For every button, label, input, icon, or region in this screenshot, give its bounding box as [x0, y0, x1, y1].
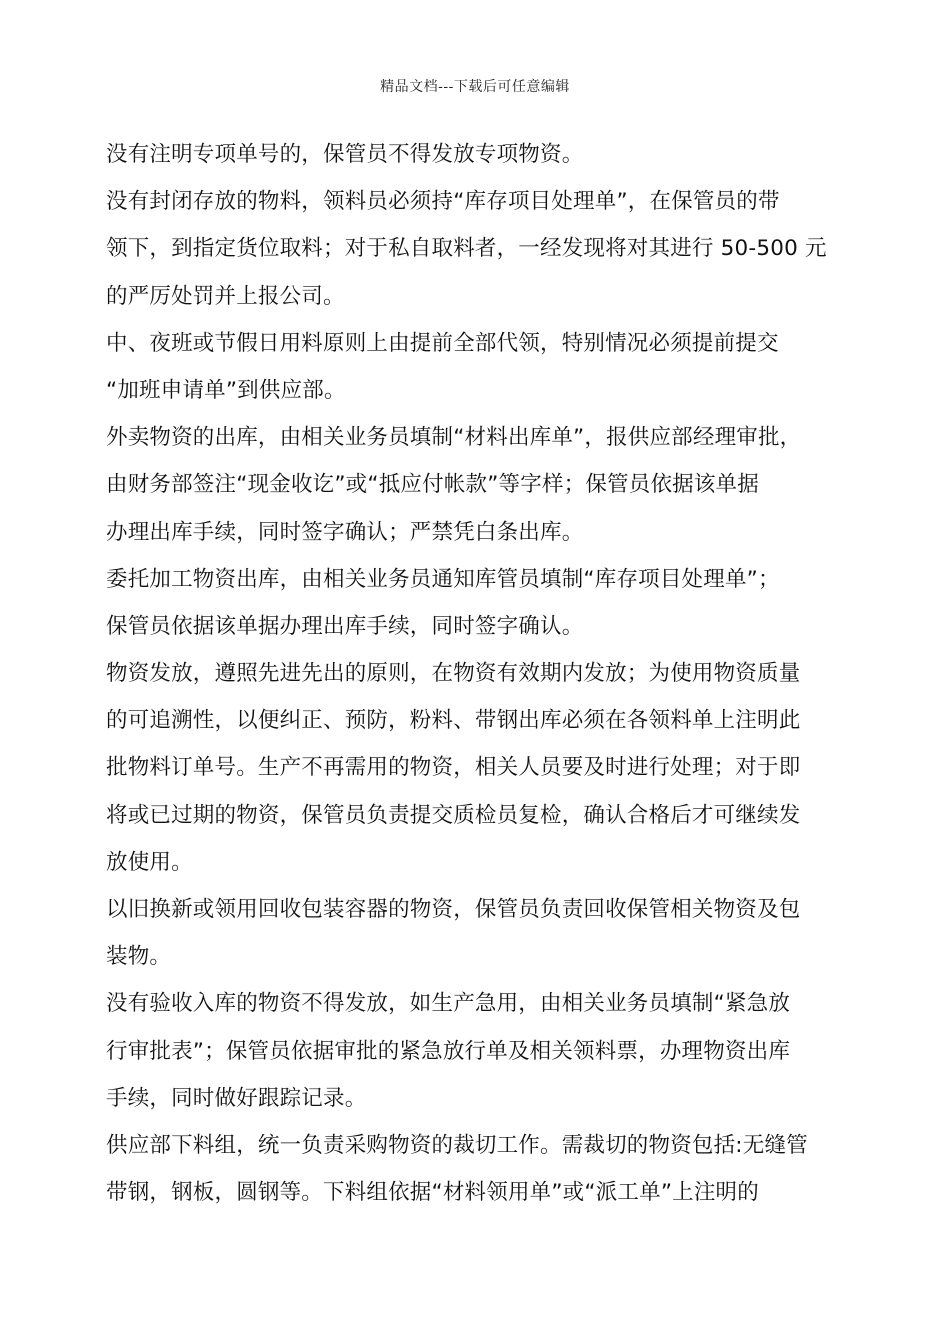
paragraph-emergency-release — [106, 989, 846, 1131]
text-line: 放使用。 — [106, 849, 193, 875]
text-line: 领下，到指定货位取料；对于私自取料者，一经发现将对其进行 50-500 元 — [106, 236, 827, 262]
paragraph-night-shift — [106, 329, 846, 423]
text-line: 没有封闭存放的物料，领料员必须持“库存项目处理单”，在保管员的带 — [106, 189, 780, 215]
text-line: 保管员依据该单据办理出库手续，同时签字确认。 — [106, 613, 584, 639]
paragraph-outbound-sales — [106, 423, 846, 565]
text-line: 由财务部签注“现金收讫”或“抵应付帐款”等字样；保管员依据该单据 — [106, 472, 759, 498]
text-line: 没有验收入库的物资不得发放，如生产急用，由相关业务员填制“紧急放 — [106, 991, 791, 1017]
paragraph-cutting-group — [106, 1131, 846, 1225]
paragraph-special-items — [106, 140, 846, 187]
paragraph-unsealed-materials — [106, 187, 846, 329]
text-line: 的可追溯性，以便纠正、预防，粉料、带钢出库必须在各领料单上注明此 — [106, 708, 801, 734]
text-line: “加班申请单”到供应部。 — [106, 377, 346, 403]
text-line: 带钢，钢板，圆钢等。下料组依据“材料领用单”或“派工单”上注明的 — [106, 1180, 759, 1206]
text-line: 办理出库手续，同时签字确认；严禁凭白条出库。 — [106, 519, 584, 545]
text-line: 以旧换新或领用回收包装容器的物资，保管员负责回收保管相关物资及包 — [106, 897, 801, 922]
text-line: 装物。 — [106, 944, 172, 970]
text-line: 的严厉处罚并上报公司。 — [106, 283, 345, 309]
text-line: 没有注明专项单号的，保管员不得发放专项物资。 — [106, 142, 584, 167]
page-header: 精品文档---下载后可任意编辑 — [380, 79, 570, 95]
paragraph-fifo-issuance — [106, 659, 846, 895]
text-line: 物资发放，遵照先进先出的原则，在物资有效期内发放；为使用物资质量 — [106, 661, 801, 687]
text-line: 供应部下料组，统一负责采购物资的裁切工作。需裁切的物资包括:无缝管 — [106, 1132, 808, 1158]
text-line: 手续，同时做好跟踪记录。 — [106, 1085, 367, 1111]
paragraph-outsourced-processing — [106, 565, 846, 659]
paragraph-packaging-recovery — [106, 895, 846, 989]
text-line: 外卖物资的出库，由相关业务员填制“材料出库单”，报供应部经理审批， — [106, 425, 802, 451]
document-body — [106, 140, 846, 1225]
text-line: 中、夜班或节假日用料原则上由提前全部代领，特别情况必须提前提交 — [106, 330, 779, 356]
text-line: 行审批表”；保管员依据审批的紧急放行单及相关领料票，办理物资出库 — [106, 1038, 791, 1064]
text-line: 委托加工物资出库，由相关业务员通知库管员填制“库存项目处理单”； — [106, 566, 780, 592]
text-line: 将或已过期的物资，保管员负责提交质检员复检，确认合格后才可继续发 — [106, 802, 801, 828]
text-line: 批物料订单号。生产不再需用的物资，相关人员要及时进行处理；对于即 — [106, 755, 801, 781]
